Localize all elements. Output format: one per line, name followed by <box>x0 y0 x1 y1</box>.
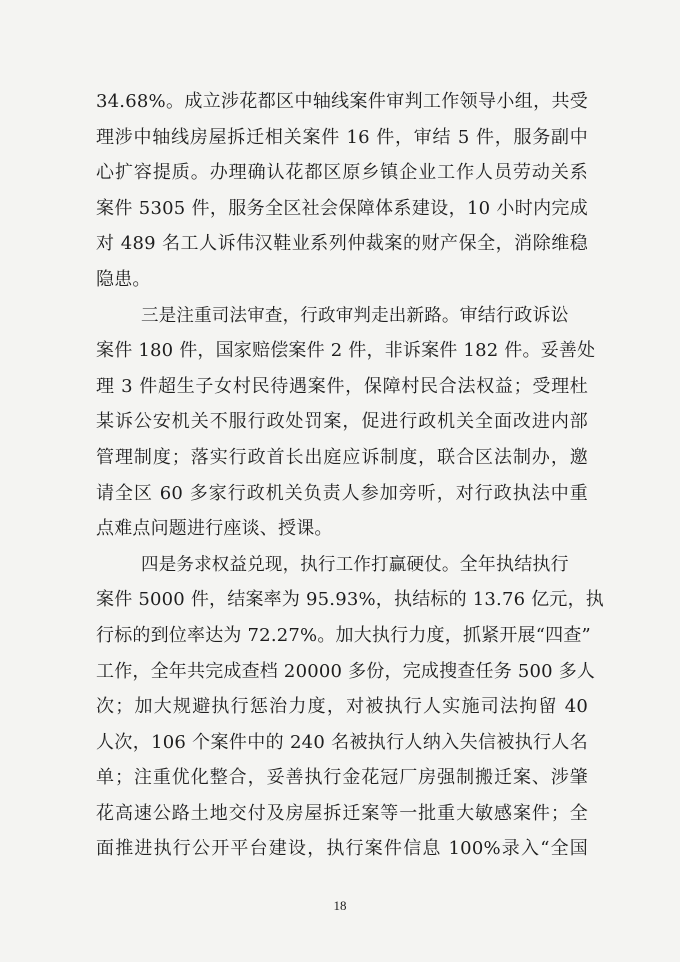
paragraph-start-line: 四是务求权益兑现，执行工作打赢硬仗。全年执结执行 <box>141 553 569 575</box>
text-line: 管理制度；落实行政首长出庭应诉制度，联合区法制办，邀 <box>96 446 588 468</box>
paragraph-heading: 四是务求权益兑现，执行工作打赢硬仗。 <box>141 554 460 575</box>
text-line: 案件 180 件，国家赔偿案件 2 件，非诉案件 182 件。妥善处 <box>96 340 596 362</box>
text-line: 面推进执行公开平台建设，执行案件信息 100%录入“全国 <box>96 838 588 860</box>
text-line: 心扩容提质。办理确认花都区原乡镇企业工作人员劳动关系 <box>96 162 588 184</box>
text-line: 案件 5000 件，结案率为 95.93%，执结标的 13.76 亿元，执 <box>96 589 604 611</box>
text-line: 34.68%。成立涉花都区中轴线案件审判工作领导小组，共受 <box>96 91 588 112</box>
paragraph-start-line: 三是注重司法审查，行政审判走出新路。审结行政诉讼 <box>141 304 569 326</box>
text-line: 理 3 件超生子女村民待遇案件，保障村民合法权益；受理杜 <box>96 375 588 397</box>
text-line: 案件 5305 件，服务全区社会保障体系建设，10 小时内完成 <box>96 197 588 219</box>
text-line: 行标的到位率达为 72.27%。加大执行力度，抓紧开展“四查” <box>96 624 591 646</box>
text-line: 理涉中轴线房屋拆迁相关案件 16 件，审结 5 件，服务副中 <box>96 126 588 148</box>
text-line: 请全区 60 多家行政机关负责人参加旁听，对行政执法中重 <box>96 482 588 504</box>
text-line: 对 489 名工人诉伟汉鞋业系列仲裁案的财产保全，消除维稳 <box>96 233 588 255</box>
text-line: 某诉公安机关不服行政处罚案，促进行政机关全面改进内部 <box>96 411 588 433</box>
text-line: 人次，106 个案件中的 240 名被执行人纳入失信被执行人名 <box>96 731 588 753</box>
page-number: 18 <box>333 898 347 913</box>
text-line: 次；加大规避执行惩治力度，对被执行人实施司法拘留 40 <box>96 696 588 718</box>
text-line: 点难点问题进行座谈、授课。 <box>96 518 333 540</box>
text-line: 单；注重优化整合，妥善执行金花冠厂房强制搬迁案、涉肇 <box>96 767 588 789</box>
text-line: 工作，全年共完成查档 20000 多份，完成搜查任务 500 多人 <box>96 660 596 682</box>
body-text <box>96 84 604 867</box>
text-line: 花高速公路土地交付及房屋拆迁案等一批重大敏感案件；全 <box>96 802 588 824</box>
text-line: 隐患。 <box>96 268 151 290</box>
paragraph-heading: 三是注重司法审查，行政审判走出新路。 <box>141 305 460 326</box>
